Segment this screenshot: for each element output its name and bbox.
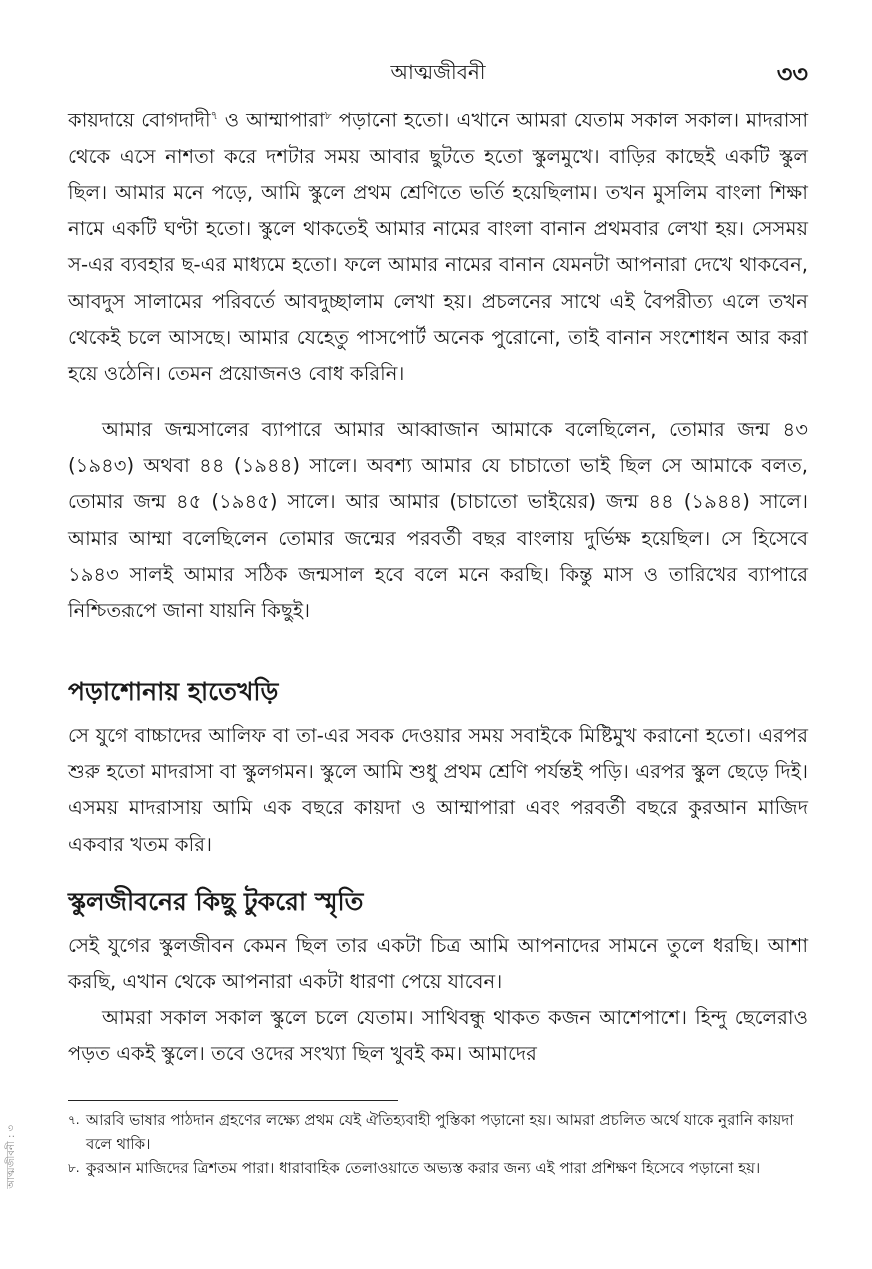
page-number: ৩৩ <box>776 59 808 88</box>
footnote-divider <box>68 1100 398 1101</box>
section-2-paragraph-2 <box>68 1000 808 1072</box>
footnote-item <box>68 1156 808 1180</box>
section-2-paragraph-2-text: আমরা সকাল সকাল স্কুলে চলে যেতাম। সাথিবন্ধু থাকত কজন আশেপাশে। হিন্দু ছেলেরাও পড়ত একই স্কুলে। তবে ওদের সংখ্যা ছিল খুবই কম। আমাদের <box>68 1006 808 1066</box>
page-title: আত্মজীবনী <box>390 60 486 84</box>
paragraph-2 <box>68 412 808 629</box>
footnote-mark: ৮. <box>68 1161 80 1175</box>
paragraph-2-text: আমার জন্মসালের ব্যাপারে আমার আব্বাজান আমাকে বলেছিলেন, তোমার জন্ম ৪৩ (১৯৪৩) অথবা ৪৪ (১৯৪৪) সালে। অবশ্য আমার যে চাচাতো ভাই ছিল সে আমাকে বলত, তোমার জন্ম ৪৫ (১৯৪৫) সালে। আর আমার (চাচাতো ভাইয়ের) জন্ম ৪৪ (১৯৪৪) সালে। আমার আম্মা বলেছিলেন তোমার জন্মের পরবর্তী বছর বাংলায় দুর্ভিক্ষ হয়েছিল। সে হিসেবে ১৯৪৩ সালই আমার সঠিক জন্মসাল হবে বলে মনে করছি। কিন্তু মাস ও তারিখের ব্যাপারে নিশ্চিতরূপে জানা যায়নি কিছুই। <box>68 418 808 623</box>
footnote-ref-8: ৮ <box>324 109 332 122</box>
margin-label: আত্মজীবনী : ৩ <box>6 1125 17 1189</box>
paragraph-1-text <box>68 98 808 392</box>
paragraph-1-part-c: পড়ানো হতো। এখানে আমরা যেতাম সকাল সকাল। মাদরাসা থেকে এসে নাশতা করে দশটার সময় আবার ছুটতে হতো স্কুলমুখে। বাড়ির কাছেই একটি স্কুল ছিল। আমার মনে পড়ে, আমি স্কুলে প্রথম শ্রেণিতে ভর্তি হয়েছিলাম। তখন মুসলিম বাংলা শিক্ষা নামে একটি ঘণ্টা হতো। স্কুলে থাকতেই আমার নামের বাংলা বানান প্রথমবার লেখা হয়। সেসময় স-এর ব্যবহার ছ-এর মাধ্যমে হতো। ফলে আমার নামের বানান যেমনটা আপনারা দেখে থাকবেন, আবদুস সালামের পরিবর্তে আবদুচ্ছালাম লেখা হয়। প্রচলনের সাথে এই বৈপরীত্য এলে তখন থেকেই চলে আসছে। আমার যেহেতু পাসপোর্ট অনেক পুরোনো, তাই বানান সংশোধন আর করা হয়ে ওঠেনি। তেমন প্রয়োজনও বোধ করিনি। <box>68 108 809 385</box>
section-2-paragraph-1 <box>68 928 808 1000</box>
paragraph-1-part-b: ও আম্মাপারা <box>217 108 325 132</box>
footnote-ref-7: ৭ <box>210 109 218 122</box>
paragraph-1 <box>68 98 808 392</box>
section-heading-2: স্কুলজীবনের কিছু টুকরো স্মৃতি <box>68 887 364 916</box>
section-2-paragraph-1-text: সেই যুগের স্কুলজীবন কেমন ছিল তার একটা চিত্র আমি আপনাদের সামনে তুলে ধরছি। আশা করছি, এখান থেকে আপনারা একটা ধারণা পেয়ে যাবেন। <box>68 934 808 994</box>
section-1-paragraph <box>68 718 808 863</box>
paragraph-1-part-a: কায়দায়ে বোগদাদী <box>68 108 211 132</box>
footnotes <box>68 1108 808 1180</box>
footnote-text: কুরআন মাজিদের ত্রিশতম পারা। ধারাবাহিক তেলাওয়াতে অভ্যস্ত করার জন্য এই পারা প্রশিক্ষণ হিসেবে পড়ানো হয়। <box>86 1159 761 1177</box>
footnote-text: আরবি ভাষার পাঠদান গ্রহণের লক্ষ্যে প্রথম যেই ঐতিহ্যবাহী পুস্তিকা পড়ানো হয়। আমরা প্রচলিত অর্থে যাকে নুরানি কায়দা বলে থাকি। <box>86 1111 794 1153</box>
section-1-paragraph-text: সে যুগে বাচ্চাদের আলিফ বা তা-এর সবক দেওয়ার সময় সবাইকে মিষ্টিমুখ করানো হতো। এরপর শুরু হতো মাদরাসা বা স্কুলগমন। স্কুলে আমি শুধু প্রথম শ্রেণি পর্যন্তই পড়ি। এরপর স্কুল ছেড়ে দিই। এসময় মাদরাসায় আমি এক বছরে কায়দা ও আম্মাপারা এবং পরবর্তী বছরে কুরআন মাজিদ একবার খতম করি। <box>68 724 808 856</box>
footnote-mark: ৭. <box>68 1113 80 1127</box>
footnote-item <box>68 1108 808 1156</box>
running-header <box>68 58 808 92</box>
section-heading-1: পড়াশোনায় হাতেখড়ি <box>68 677 279 706</box>
